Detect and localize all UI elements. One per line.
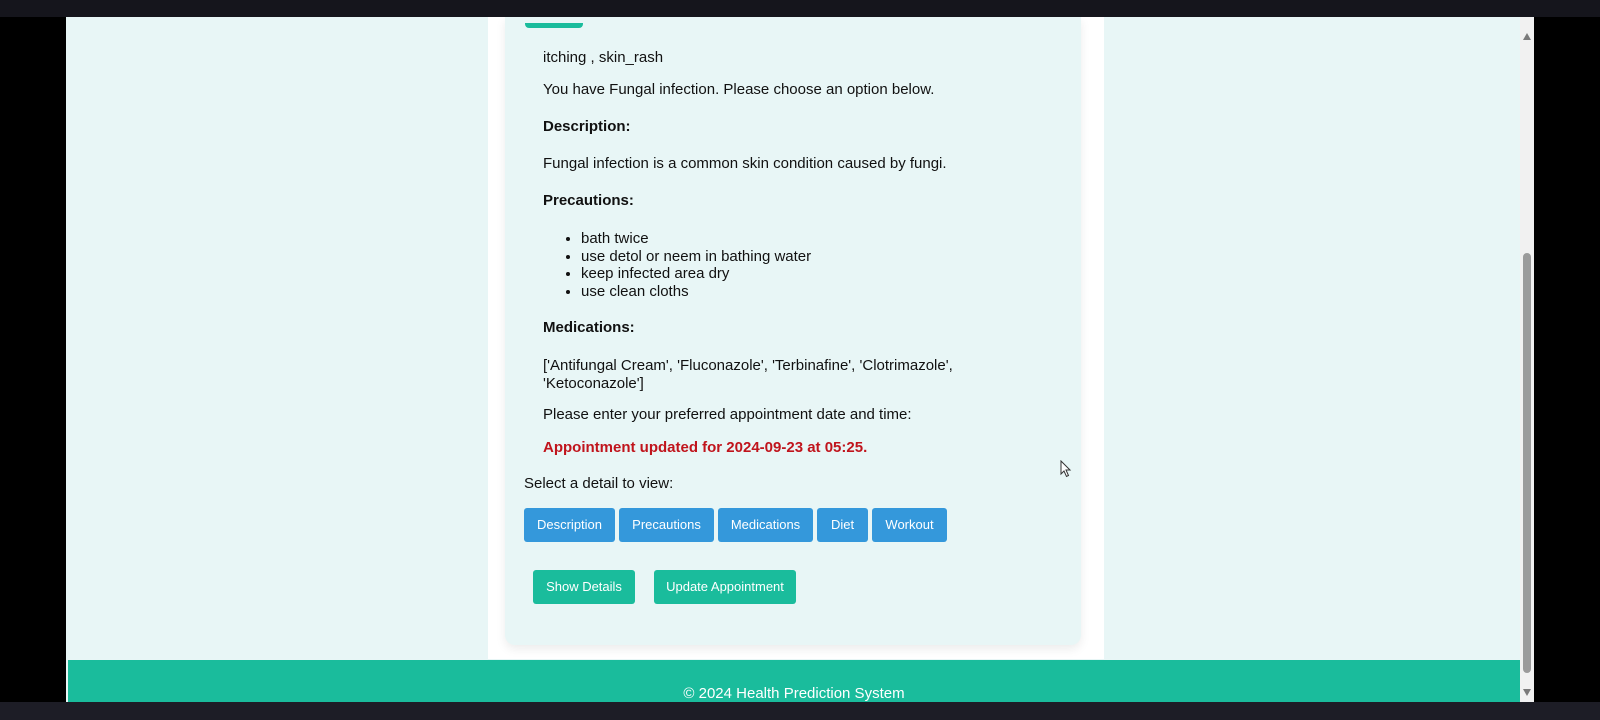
medications-text: ['Antifungal Cream', 'Fluconazole', 'Terbinafine', 'Clotrimazole', 'Ketoconazole'] (543, 357, 953, 392)
scroll-down-arrow-icon[interactable] (1523, 689, 1531, 696)
scrollbar-thumb[interactable] (1523, 253, 1531, 673)
bottom-window-bar (0, 702, 1600, 720)
appointment-status-message: Appointment updated for 2024-09-23 at 05:25. (543, 439, 868, 456)
top-window-bar (0, 0, 1600, 17)
content-column (488, 17, 1104, 659)
precautions-heading: Precautions: (543, 192, 634, 209)
description-text: Fungal infection is a common skin condition caused by fungi. (543, 155, 947, 172)
description-button[interactable]: Description (524, 508, 615, 542)
precautions-list (543, 230, 811, 300)
medications-heading: Medications: (543, 319, 635, 336)
precaution-item: • bath twice (581, 230, 811, 248)
show-details-button[interactable]: Show Details (533, 570, 635, 604)
update-appointment-button[interactable]: Update Appointment (654, 570, 796, 604)
vertical-scrollbar[interactable] (1520, 17, 1534, 702)
symptoms-text: itching , skin_rash (543, 49, 664, 66)
diagnosis-text: You have Fungal infection. Please choose an option below. (543, 81, 935, 98)
description-heading: Description: (543, 118, 631, 135)
diet-button[interactable]: Diet (817, 508, 868, 542)
precaution-item: • keep infected area dry (581, 265, 811, 283)
scroll-up-arrow-icon[interactable] (1523, 33, 1531, 40)
precaution-item: • use clean cloths (581, 283, 811, 301)
precautions-button[interactable]: Precautions (619, 508, 714, 542)
page-footer (68, 660, 1520, 702)
card-accent-bar (525, 23, 583, 28)
precaution-item: • use detol or neem in bathing water (581, 248, 811, 266)
footer-copyright: © 2024 Health Prediction System (683, 685, 905, 702)
workout-button[interactable]: Workout (872, 508, 947, 542)
browser-viewport (66, 17, 1534, 702)
result-card (505, 17, 1081, 645)
appointment-prompt: Please enter your preferred appointment date and time: (543, 406, 912, 423)
select-detail-label: Select a detail to view: (524, 475, 674, 492)
medications-button[interactable]: Medications (718, 508, 813, 542)
